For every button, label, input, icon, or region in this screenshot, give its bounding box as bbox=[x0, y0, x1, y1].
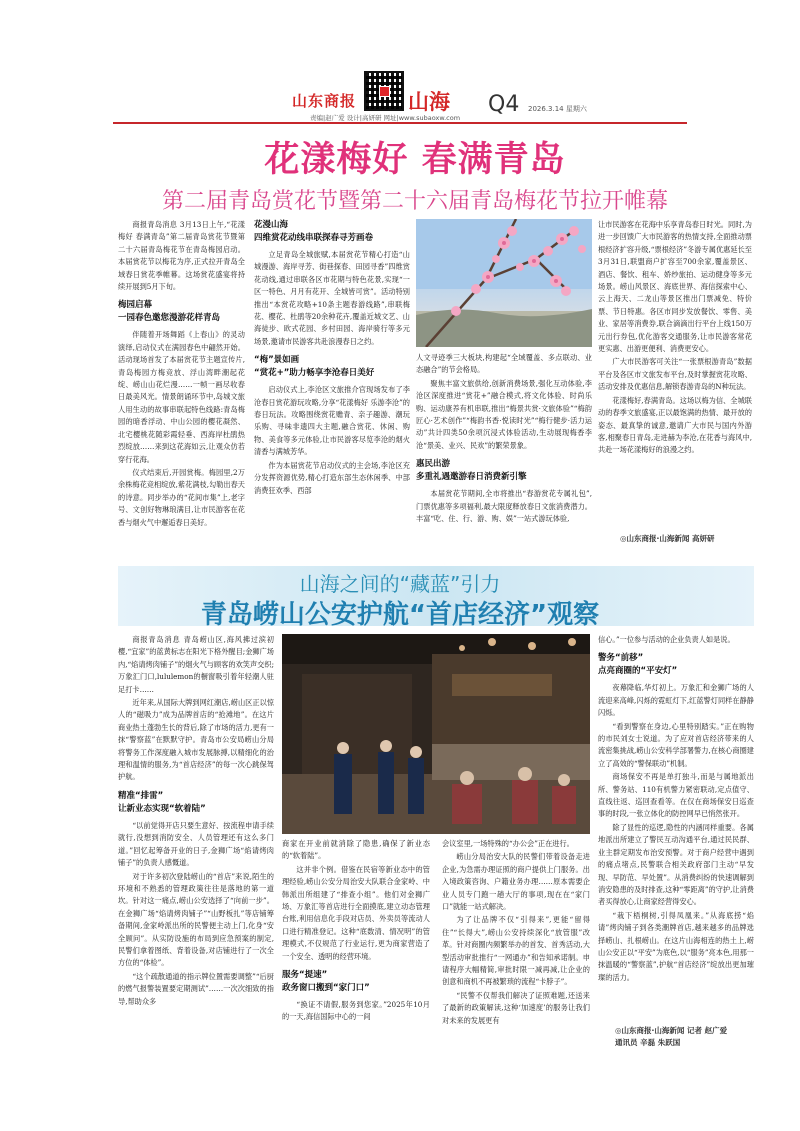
paragraph: 启动仪式上,李沧区文旅推介官现场发布了李沧春日赏花游玩攻略,分享“花漾梅好 乐游李沧”的春日玩法。攻略围绕赏花赡青、亲子趣游、潮玩乐购、寻味非遗四大主题,融合赏花、休闲、购物、美食等多元体验,让市民游客尽览李沧的烟火清香与满城芳华。 bbox=[254, 385, 410, 457]
paragraph: “栽下梧桐树,引得凤凰来。”从海底捞“焰请”烤肉铺子到各类潮牌首店,越来越多的品牌选择崂山、扎根崂山。在这片山海相连的热土上,崂山公安正以“平安”为底色,以“服务”亮本色,用那一抹温暖的“警察蓝”,护航“首店经济”绽放出更加璀璨的活力。 bbox=[598, 910, 754, 982]
paragraph: 人文寻迹季三大板块,构建起“全域覆盖、多点联动、业态融合”的节会格局。 bbox=[416, 353, 592, 375]
story1-subtitle: 第二届青岛赏花节暨第二十六届青岛梅花节拉开帷幕 bbox=[161, 189, 668, 214]
paragraph: “以前觉得开店只要生意好、按流程申请手续就行,没想到消防安全、人员管理还有这么多门道。”回忆起筹备开业的日子,金狮广场“焰请烤肉铺子”的负责人感慨道。 bbox=[118, 820, 274, 868]
story2-column-4 bbox=[598, 634, 754, 1024]
plum-blossom-photo bbox=[416, 219, 592, 347]
paragraph: “换证不请假,服务到您家。”2025年10月的一天,海信国际中心的一间 bbox=[282, 1000, 430, 1022]
masthead bbox=[0, 0, 800, 130]
story1-byline: ◎山东商报·山海新闻 高妍研 bbox=[620, 534, 715, 543]
paragraph: 聚焦丰富文旅供给,创新消费场景,强化互动体验,李沧区深度推进“赏花+”融合模式,将文化体验、时尚乐购、运动康养有机串联,推出“梅景共赏·文旅体验”“梅韵匠心·艺术创作”“梅韵书香·悦读时光”“梅行健步·活力运动”共计四类50余项沉浸式体验活动,生动展现梅香李沧“景美、业兴、民欢”的繁荣景象。 bbox=[416, 378, 592, 450]
paragraph: 让市民游客在花海中乐享青岛春日时光。同时,为进一步回馈广大市民游客的热情支持,全面推动票根经济扩容升级,“票根经济”冬游专属优惠延长至3月31日,联盟商户扩容至700余家,覆盖景区、酒店、餐饮、租车、娇纱旅拍、运动健身等多元场景。崂山风景区、海底世界、海信探索中心、云上海天、二龙山等景区推出门票减免、特价票、节日特惠。各区市同步发放餐饮、零售、美业、家居等消费券,联合滴滴出行平台上线150万元出行券包,优化游客交通服务,让市民游客常花更实惠、出游更便利、消费更安心。 bbox=[598, 220, 752, 354]
paragraph: 花漾梅好,春满青岛。这场以梅为信、全城联动的春季文旅盛宴,正以最饱满的热情、最开放的姿态、最真挚的诚意,邀请广大市民与国内外游客,相聚春日青岛,走进赫为李沧,在花香与海风中,共赴一场花漾梅好的浪漫之约。 bbox=[598, 395, 752, 455]
story1-title: 花漾梅好 春满青岛 bbox=[264, 140, 566, 180]
editor-credits: 责编|赵广爱 设计|高妍研 网址|www.subaoxw.com bbox=[310, 114, 461, 122]
paragraph: 仪式结束后,开园赏梅。梅园里,2万余株梅花竞相绽放,紫花满枝,勾勒出春天的诗意。同步举办的“花间市集”上,老字号、文创好物琳琅满目,让市民游客在花香与烟火气中邂逅春日美好。 bbox=[118, 467, 245, 527]
paragraph: 信心。”一位参与活动的企业负责人如是说。 bbox=[598, 635, 735, 644]
story1-column-1 bbox=[118, 219, 245, 549]
paragraph: 会议室里,一场特殊的“办公会”正在进行。 bbox=[442, 839, 574, 848]
paragraph: 为了让品牌不仅“引得来”,更能“留得住”“长得大”,崂山公安持续深化“放管服”改革。针对商圈内频繁举办的首发、首秀活动,大型活动审批推行“一网通办”和告知承诺制。申请程序大幅精简,审批时限一减再减,让企业的创意和商机不再被繁琐的流程“卡脖子”。 bbox=[442, 915, 590, 987]
story1-subhead-3: “梅”景如画 “赏花+”助力畅享李沧春日美好 bbox=[254, 355, 375, 379]
paragraph: 作为本届赏花节启动仪式的主会场,李沧区充分发挥资源优势,精心打造东部生态休闲季、中部消费狂欢季、西部 bbox=[254, 460, 410, 495]
paragraph: 对于许多初次登陆崂山的“首店”来说,陌生的环境和不熟悉的管理政策往往是落地的第一道坎。针对这一痛点,崂山公安选择了“向前一步”。在金狮广场“焰请烤肉铺子”“山野板扎”等店铺筹备期间,金家岭派出所的民警便主动上门,化身“安全顾问”。从实防设施的布局到应急预案的制定,民警们拿着图纸、背着设备,对店铺进行了一次全方位的“体检”。 bbox=[118, 871, 274, 968]
paragraph: 这并非个例。借鉴在民宿等新业态中的管理经验,崂山公安分局治安大队联合金家岭、中韩派出所组建了“排查小组”。他们对金狮广场、万象汇等首店进行全面摸底,建立动态管理台账,利用信息化手段对店员、外卖员等流动人口进行精准登记。这种“底数清、情况明”的管理模式,不仅规范了行业运行,更为商家营造了一个安全、透明的经营环境。 bbox=[282, 864, 430, 961]
paragraph: “这个疏散通道的指示牌位置需要调整”“后厨的燃气报警装置要定期测试”……一次次细致的指导,帮助众多 bbox=[118, 971, 274, 1006]
story1-subhead-4: 惠民出游 多重礼遇邀游春日消费新引擎 bbox=[416, 459, 527, 483]
story2-subhead-3: 警务“前移” 点亮商圈的“平安灯” bbox=[598, 653, 678, 677]
paragraph: 伴随着开场舞蹈《上春山》的灵动演绎,启动仪式在满园春色中翩然开始。活动现场首发了本届赏花节主题宣传片,青岛梅园方梅竞放、浮山湾畔潮起花绽、崂山山花烂漫……一帧一画尽收春日最美风光。情景朗诵环节中,岛城文旅人用生动的故事串联起特色线路:青岛梅园的暗香浮动、中山公园的樱花凝然、北宅樱桃花随彩霞轻垂、西海岸杜鹃热烈绽放……来到这花海如云,让观众仿若穿行花海。 bbox=[118, 330, 245, 464]
story2-subhead-2: 服务“提速” 政务窗口搬到“家门口” bbox=[282, 970, 370, 994]
story2-column-1 bbox=[118, 634, 274, 1044]
restaurant-photo bbox=[282, 634, 590, 834]
paragraph: 广大市民游客可关注“一张票根游青岛”数据平台及各区市文旅发布平台,及时掌握赏花攻略、活动安排及优惠信息,解锁春游青岛的N种玩法。 bbox=[598, 357, 752, 392]
story1-headline bbox=[0, 132, 800, 215]
story1-column-3 bbox=[416, 352, 592, 542]
paragraph: 近年来,从国际大牌到网红潮店,崂山区正以惊人的“磁吸力”成为品牌首店的“抢滩地”。在这片商业热土蓬勃生长的背后,除了市场的活力,更有一抹“警察蓝”在默默守护。青岛市公安局崂山分局将警务工作深度融入城市发展脉搏,以精细化的治理和温情的服务,为“首店经济”的每一次心跳保驾护航。 bbox=[118, 698, 274, 782]
newspaper-brand: 山东商报 bbox=[292, 92, 357, 110]
story2-byline: ◎山东商报·山海新闻 记者 赵广爱 通讯员 辛磊 朱跃国 bbox=[615, 1026, 728, 1047]
header-rule bbox=[113, 122, 687, 124]
paragraph: 崂山分局治安大队的民警们带着设备走进企业,为急需办理证照的商户提供上门服务。出入境政策咨询、户籍业务办理……原本需要企业人员专门跑一趟大厅的事项,现在在“家门口”就能一站式解决。 bbox=[442, 852, 590, 912]
paragraph: “看到警察在身边,心里特别踏实。”正在购物的市民刘女士说道。为了应对首店经济带来的人流密集挑战,崂山公安科学部署警力,在核心商圈建立了高效的“警保联动”机制。 bbox=[598, 721, 754, 768]
story1-subhead-1: 梅园启幕 一园春色邀您漫游花样青岛 bbox=[118, 300, 221, 324]
story1-subhead-2: 花漫山海 四维赏花动线串联探春寻芳画卷 bbox=[254, 220, 374, 243]
paragraph: 夜幕降临,华灯初上。万象汇和金狮广场的人流迎来高峰,闪烁的霓虹灯下,红蓝警灯同样在静静闪烁。 bbox=[598, 683, 754, 718]
qr-code-icon bbox=[364, 71, 404, 111]
story2-subtitle: 青岛崂山公安护航“首店经济”观察 bbox=[200, 600, 600, 630]
story2-title: 山海之间的“藏蓝”引力 bbox=[299, 572, 501, 596]
page-id: Q4 bbox=[488, 92, 520, 117]
story2-lead: 商报青岛消息 青岛崂山区,海风拂过滨初樱,“宜家”的蓝黄标志在阳光下格外醒目;金狮广场内,“焰请烤肉铺子”的烟火气与顾客的欢笑声交织;万象汇门口,lululemon的橱窗吸引着年轻潮人驻足打卡…… bbox=[118, 635, 274, 694]
paragraph: 除了显性的巡逻,隐性的内涵同样重要。各属地派出所建立了警民互动沟通平台,通过民民群、业主群定期发布治安预警。对于商户经营中遇到的痛点堵点,民警联合相关政府部门主动“早发现、早防范、早处置”。从消费纠纷的快速调解到消安隐患的及时排查,这种“零距离”的守护,让消费者买得放心,让商家经营得安心。 bbox=[598, 822, 754, 907]
story2-column-2 bbox=[282, 838, 430, 1044]
paragraph: 商家在开业前就消除了隐患,确保了新业态的“软着陆”。 bbox=[282, 839, 430, 861]
story1-lead: 商报青岛消息 3月13日上午,“花漾梅好 春满青岛”第二届青岛赏花节暨第二十六届青岛梅花节在青岛梅园启动。本届赏花节以梅花为序,正式拉开青岛全域春日赏花季帷幕。这场赏花盛宴将持续开展到5月下旬。 bbox=[118, 220, 245, 292]
publication-date: 2026.3.14 星期六 bbox=[528, 105, 587, 113]
paragraph: 立足青岛全城旅赋,本届赏花节精心打造“山城漫游、海岸寻芳、街巷探春、田园寻香”四维赏花动线,通过串联各区市花期与特色花景,实现“一区一特色、月月有花开、全城皆可赏”。活动特别推出“本赏花攻略+10条主题春游线路”,串联梅花、樱花、杜鹃等20余种花卉,覆盖近城文艺、山海徒步、欧式花园、乡村田园、海岸骑行等多元场景,邀请市民游客共赴浪漫春日之约。 bbox=[254, 250, 410, 346]
paragraph: “民警不仅帮我们解决了证照难题,还送来了最新的政策解读,这种‘加速度’的服务让我们对未来的发展更有 bbox=[442, 990, 590, 1025]
story1-column-2 bbox=[254, 219, 410, 539]
paragraph: 本届赏花节期间,全市将推出“春游赏花专属礼包”,门票优惠等多项福利,最大限度释放春日文旅消费潜力。丰富“吃、住、行、游、购、娱”一站式游玩体验, bbox=[416, 489, 592, 524]
section-name: 山海 bbox=[408, 90, 450, 114]
story1-column-4 bbox=[598, 219, 752, 529]
story2-column-3 bbox=[442, 838, 590, 1044]
story2-subhead-1: 精准“排雷” 让新业态实现“软着陆” bbox=[118, 790, 206, 814]
paragraph: 商场保安不再是单打独斗,而是与属地派出所、警务站、110有机警力紧密联动,定点值守、直线往返、巡回查看等。在仅在商场保安日巡查事的时段,一张立体化的防控网早已悄然张开。 bbox=[598, 772, 754, 819]
